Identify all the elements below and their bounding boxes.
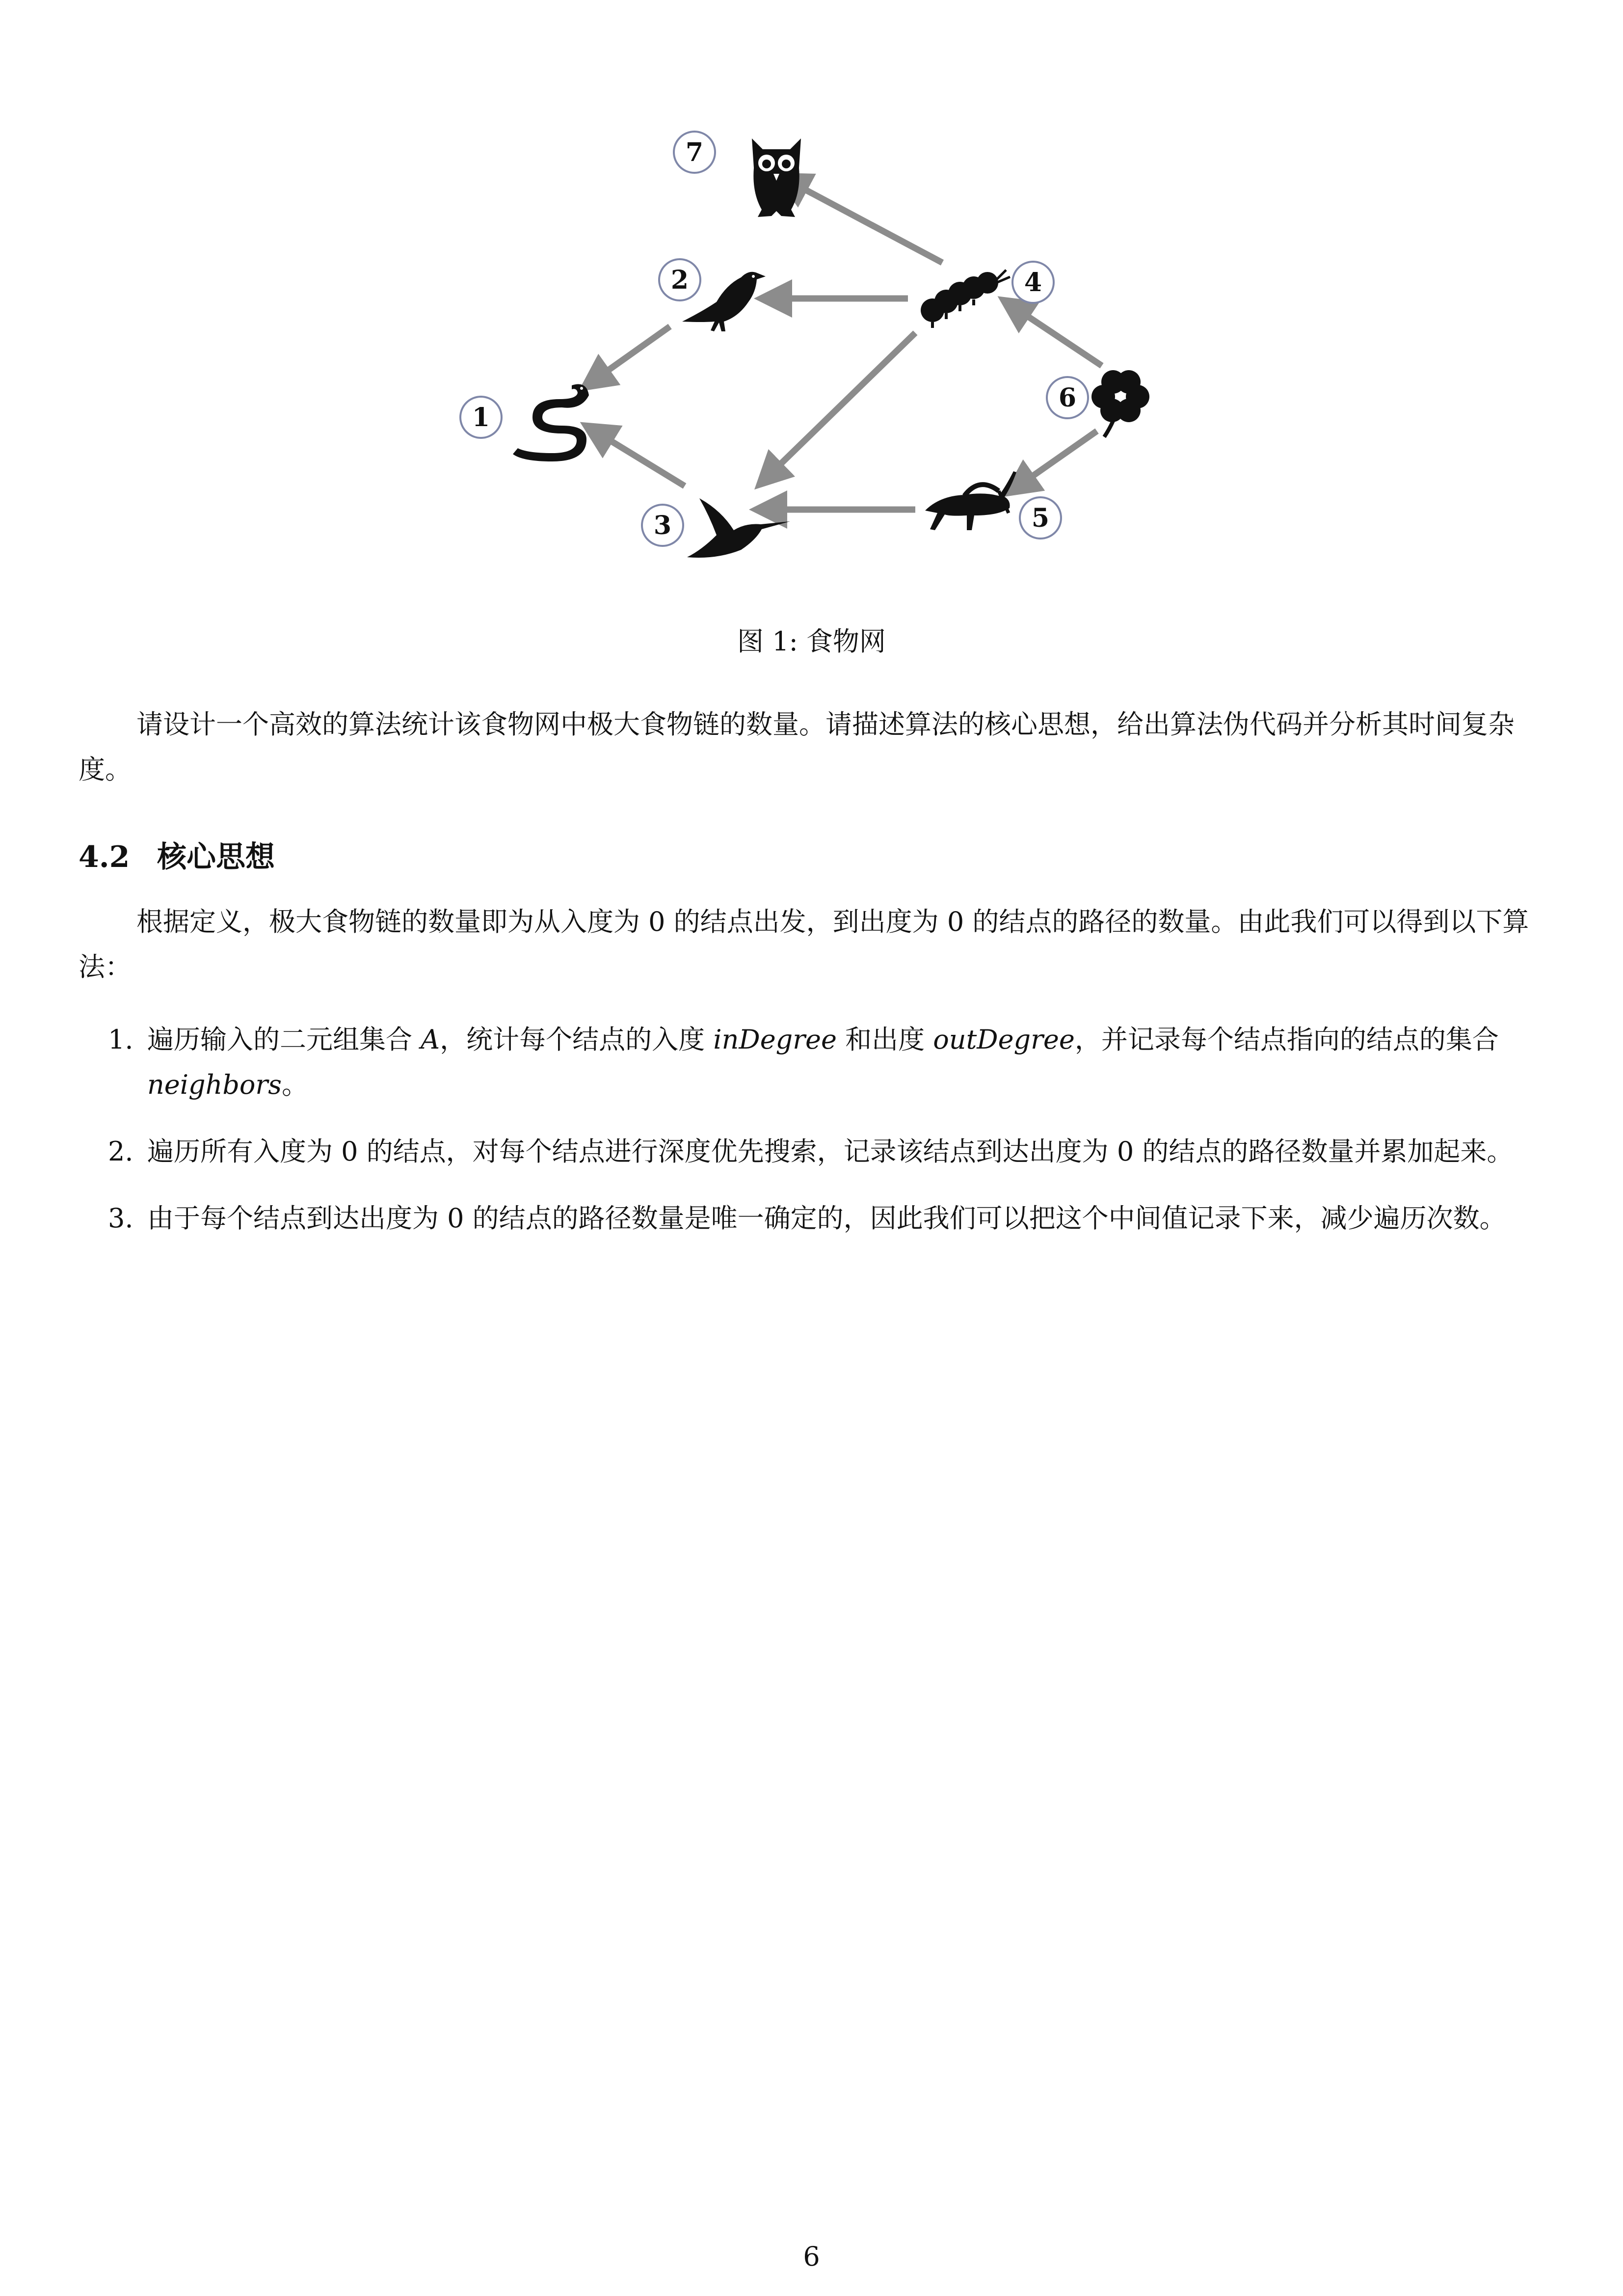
section-title: 核心思想 xyxy=(157,840,275,874)
step-text: ，并记录每个结点指向的结点的集合 xyxy=(1074,1024,1499,1055)
edge-3-to-1 xyxy=(596,432,685,486)
clover-icon xyxy=(1091,370,1149,437)
node-label-7 xyxy=(674,132,715,173)
page-number: 6 xyxy=(803,2241,820,2272)
algorithm-steps-list xyxy=(79,1017,1546,1263)
math-indegree: inDegree xyxy=(713,1024,837,1055)
step-text: 遍历所有入度为 0 的结点，对每个结点进行深度优先搜索，记录该结点到达出度为 0 的结点的路径数量并累加起来。 xyxy=(147,1136,1514,1167)
step-text: 由于每个结点到达出度为 0 的结点的路径数量是唯一确定的，因此我们可以把这个中间值记录下来，减少遍历次数。 xyxy=(147,1203,1506,1234)
node-label-3 xyxy=(642,505,683,546)
node-label-6 xyxy=(1047,377,1088,418)
node-label-5 xyxy=(1020,497,1061,539)
edge-4-to-7 xyxy=(790,182,942,263)
step-text: ，统计每个结点的入度 xyxy=(440,1024,714,1055)
node-number: 1 xyxy=(472,403,490,432)
list-item xyxy=(79,1129,1546,1174)
grasshopper-icon xyxy=(925,471,1016,530)
node-label-4 xyxy=(1012,262,1054,303)
step-text: 。 xyxy=(281,1069,308,1100)
section-heading xyxy=(79,837,275,877)
node-number: 2 xyxy=(670,265,689,295)
list-marker: 1. xyxy=(108,1024,133,1055)
section-number: 4.2 xyxy=(79,840,130,874)
node-number: 7 xyxy=(685,137,704,167)
list-item xyxy=(79,1017,1546,1107)
node-number: 3 xyxy=(653,511,672,540)
edge-2-to-1 xyxy=(594,326,670,380)
node-label-2 xyxy=(659,259,700,300)
edge-4-to-3 xyxy=(768,333,915,476)
node-number: 4 xyxy=(1024,268,1042,297)
snake-icon xyxy=(513,384,589,462)
math-set-a: A xyxy=(421,1024,440,1055)
list-marker: 2. xyxy=(108,1136,133,1167)
edges xyxy=(594,182,1102,510)
figure-caption: 图 1: 食物网 xyxy=(737,626,886,657)
edge-6-to-4 xyxy=(1013,307,1102,366)
caterpillar-icon xyxy=(921,270,1010,328)
node-number: 6 xyxy=(1058,383,1077,413)
node-number: 5 xyxy=(1031,503,1050,533)
step-text: 和出度 xyxy=(836,1024,933,1055)
step-text: 遍历输入的二元组集合 xyxy=(147,1024,421,1055)
owl-icon xyxy=(752,138,801,217)
food-web-figure xyxy=(442,113,1178,565)
math-neighbors: neighbors xyxy=(147,1069,282,1100)
node-label-1 xyxy=(460,397,502,438)
question-paragraph: 请设计一个高效的算法统计该食物网中极大食物链的数量。请描述算法的核心思想，给出算法伪代码并分析其时间复杂度。 xyxy=(79,709,1515,785)
math-outdegree: outDegree xyxy=(933,1024,1075,1055)
edge-6-to-5 xyxy=(1018,431,1097,486)
intro-paragraph: 根据定义，极大食物链的数量即为从入度为 0 的结点出发，到出度为 0 的结点的路径的数量。由此我们可以得到以下算法： xyxy=(79,906,1529,982)
list-marker: 3. xyxy=(108,1203,133,1234)
list-item xyxy=(79,1196,1546,1241)
